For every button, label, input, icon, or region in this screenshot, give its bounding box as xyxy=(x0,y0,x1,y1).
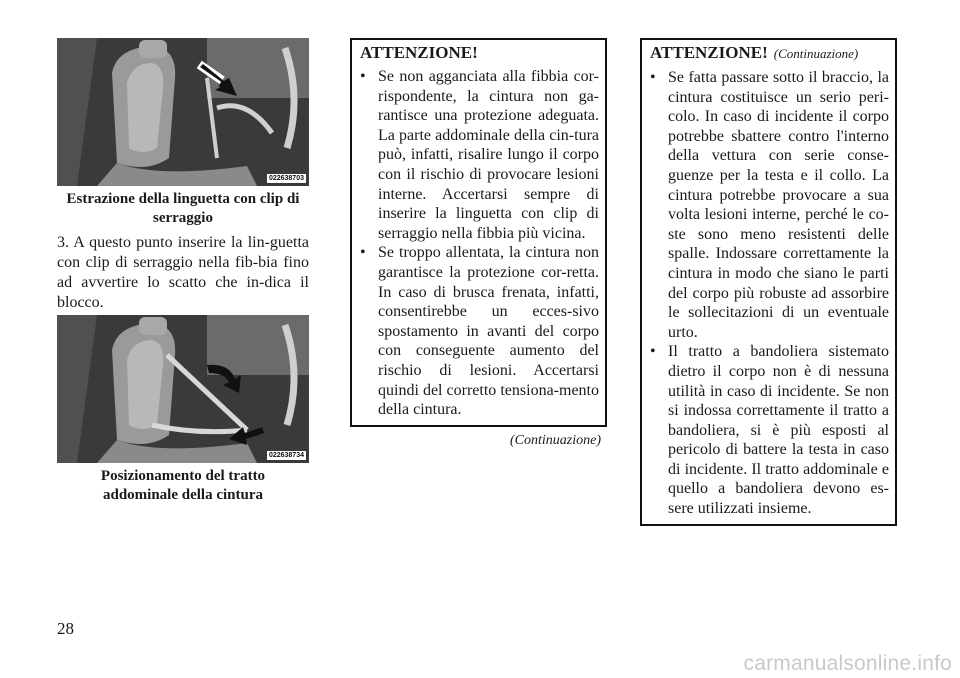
warning-box-continued xyxy=(640,38,897,526)
seat-illustration-2 xyxy=(57,315,309,463)
warning-item: • Se fatta passare sotto il braccio, la cintura costituisce un serio peri-colo. In caso di incidente il corpo potrebbe sbattere contro l'interno della vettura con serie conse-guenze per la testa e il collo. La cintura potrebbe provocare a sua volta lesioni interne, perché le co-ste sono meno resistenti delle spalle. Indossare correttamente la cintura in modo che siano le parti del corpo più robuste ad assorbire le sollecitazioni di un eventuale urto. xyxy=(650,68,889,342)
figure-code: 022638734 xyxy=(268,452,304,459)
warning-title-suffix: (Continuazione) xyxy=(773,46,859,61)
warning-item: • Se non agganciata alla fibbia cor-rispondente, la cintura non ga-rantisce una protezione adeguata. La parte addominale della cin-tura può, infatti, risalire lungo il corpo con il rischio di provocare lesioni interne. Accertarsi sempre di inserire la linguetta con clip di serraggio nella fibbia più vicina. xyxy=(360,67,599,243)
warning-title-text: ATTENZIONE! xyxy=(650,43,768,62)
figure-caption xyxy=(57,190,309,228)
caption-line: Estrazione della linguetta con clip di xyxy=(66,191,300,207)
figure-lap-belt-positioning xyxy=(57,315,309,463)
page-number: 28 xyxy=(57,619,74,638)
warning-item: • Il tratto a bandoliera sistemato dietro il corpo non è di nessuna utilità in caso di incidente. Se non si indossa correttamente il tratto a bandoliera, si è più esposti al pericolo di battere la testa in caso di incidente. Il tratto addominale e quello a bandoliera devono es-sere utilizzati insieme. xyxy=(650,342,889,518)
warning-box xyxy=(350,38,607,427)
watermark: carmanualsonline.info xyxy=(743,652,952,675)
caption-line: addominale della cintura xyxy=(102,487,263,503)
warning-item: • Se troppo allentata, la cintura non garantisce la protezione cor-retta. In caso di brusca frenata, infatti, consentirebbe un ecces-sivo spostamento in avanti del corpo con conseguente aumento del rischio di lesioni. Accertarsi quindi del corretto tensiona-mento della cintura. xyxy=(360,243,599,419)
continued-label: (Continuazione) xyxy=(510,433,601,448)
warning-list xyxy=(650,68,889,519)
figure-caption xyxy=(57,467,309,505)
figure-seatbelt-latch-extraction xyxy=(57,38,309,186)
caption-line: serraggio xyxy=(153,210,213,226)
step-instruction: 3. A questo punto inserire la lin-guetta con clip di serraggio nella fib-bia fino ad avvertire lo scatto che in-dica il blocco. xyxy=(57,234,309,311)
figure-code: 022638703 xyxy=(268,175,304,182)
warning-title xyxy=(650,42,889,65)
seat-illustration-1 xyxy=(57,38,309,186)
warning-title: ATTENZIONE! xyxy=(360,43,478,62)
warning-list xyxy=(360,67,599,420)
caption-line: Posizionamento del tratto xyxy=(100,468,266,484)
